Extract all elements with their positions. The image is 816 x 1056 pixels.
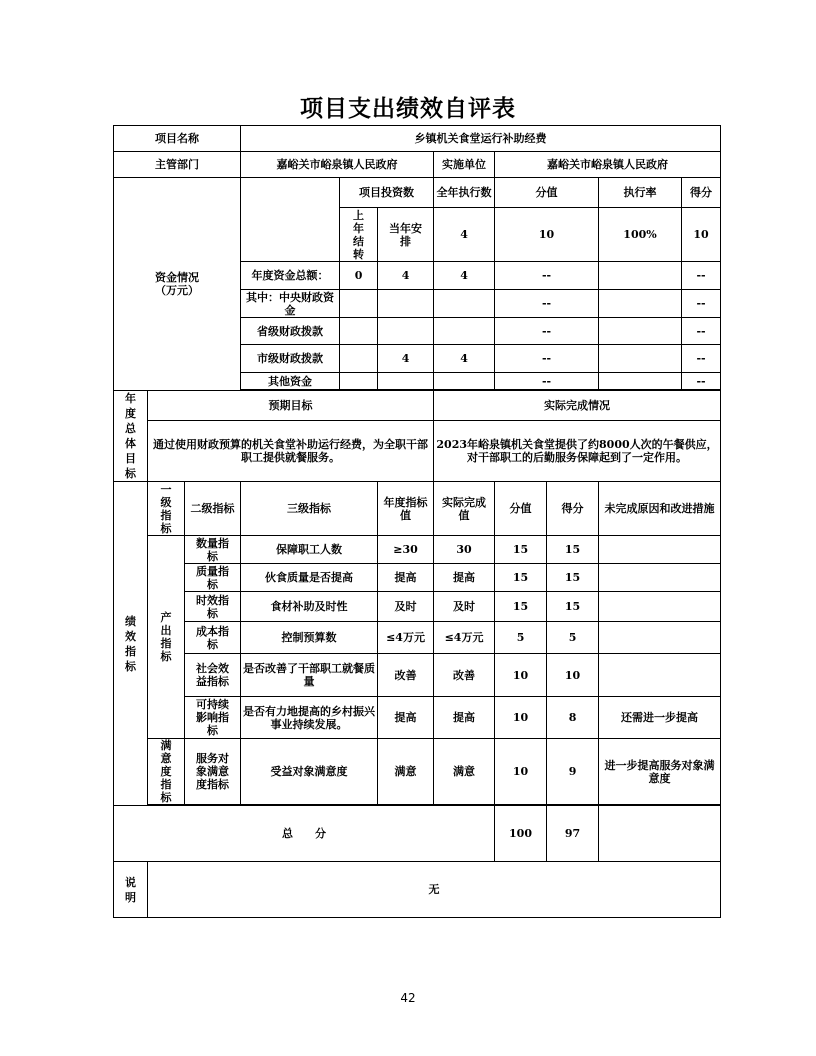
indicator-row (114, 564, 721, 592)
total-reason (599, 806, 721, 862)
actual-goal-text: 2023年峪泉镇机关食堂提供了约8000人次的午餐供应，对干部职工的后勤服务保障起到了一定作用。 (434, 420, 721, 481)
total-score: 100 (495, 806, 547, 862)
indicator-got: 8 (547, 697, 599, 739)
indicator-l3: 受益对象满意度 (241, 739, 378, 805)
planned-goal-text: 通过使用财政预算的机关食堂补助运行经费，为全职干部职工提供就餐服务。 (148, 420, 434, 481)
indicator-target: 提高 (378, 564, 434, 592)
funds-row-prev (340, 345, 378, 373)
funds-row-label: 其他资金 (241, 373, 340, 390)
dept-label: 主管部门 (114, 152, 241, 178)
col-exec: 全年执行数 (434, 178, 495, 208)
h-l3: 三级指标 (241, 482, 378, 536)
funds-label (114, 178, 241, 391)
indicator-row (114, 739, 721, 805)
dept-value: 嘉峪关市峪泉镇人民政府 (241, 152, 434, 178)
h-score: 分值 (495, 482, 547, 536)
top-rate: 100% (599, 208, 682, 262)
project-name-label: 项目名称 (114, 126, 241, 152)
indicator-actual: ≤4万元 (434, 622, 495, 654)
indicator-l3: 控制预算数 (241, 622, 378, 654)
indicator-score: 15 (495, 564, 547, 592)
funds-row-score: -- (495, 318, 599, 345)
funds-row-curr: 4 (378, 262, 434, 290)
goals-label (114, 391, 148, 482)
funds-row-prev (340, 318, 378, 345)
funds-row-score: -- (495, 262, 599, 290)
indicator-l2-text: 可持续影响指标 (196, 698, 229, 737)
indicator-score: 10 (495, 654, 547, 697)
col-got (682, 178, 721, 208)
h-got: 得分 (547, 482, 599, 536)
indicator-actual: 改善 (434, 654, 495, 697)
h-l1-text: 一级指标 (160, 482, 172, 535)
funds-row-rate (599, 262, 682, 290)
funds-label-line1: 资金情况 (155, 271, 199, 284)
funds-row-score: -- (495, 373, 599, 390)
l1-output-text: 产出指标 (160, 611, 172, 663)
funds-row-exec: 4 (434, 262, 495, 290)
funds-row-score: -- (495, 290, 599, 318)
indicator-score: 15 (495, 536, 547, 564)
goals-label-text: 年度总体目标 (125, 392, 136, 480)
note-label-text: 说明 (125, 875, 136, 904)
funds-row-label: 年度资金总额： (241, 262, 340, 290)
indicator-row (114, 592, 721, 622)
indicator-reason (599, 592, 721, 622)
actual-goal-header: 实际完成情况 (434, 391, 721, 421)
indicator-score: 15 (495, 592, 547, 622)
performance-self-evaluation-table (113, 125, 721, 918)
indicator-actual: 满意 (434, 739, 495, 805)
indicator-l2-text: 质量指标 (196, 564, 229, 591)
funds-row-got: -- (682, 318, 721, 345)
h-l2: 二级指标 (185, 482, 241, 536)
page-title: 项目支出绩效自评表 (300, 95, 516, 122)
funds-row-label: 其中：中央财政资金 (241, 290, 340, 318)
funds-row-score: -- (495, 345, 599, 373)
indicator-reason (599, 622, 721, 654)
indicator-got: 15 (547, 564, 599, 592)
sub-curr (378, 208, 434, 262)
total-label: 总 分 (114, 806, 495, 862)
indicator-l3: 保障职工人数 (241, 536, 378, 564)
indicator-reason (599, 536, 721, 564)
planned-goal-header: 预期目标 (148, 391, 434, 421)
funds-row-got: -- (682, 262, 721, 290)
col-got-text: 得分 (690, 186, 713, 199)
col-invest: 项目投资数 (340, 178, 434, 208)
h-target-text: 年度指标值 (383, 495, 428, 522)
indicator-l3: 伙食质量是否提高 (241, 564, 378, 592)
total-got: 97 (547, 806, 599, 862)
funds-row-prev: 0 (340, 262, 378, 290)
funds-corner-cell (241, 178, 340, 262)
indicator-target: 及时 (378, 592, 434, 622)
funds-row-exec: 4 (434, 345, 495, 373)
project-name: 乡镇机关食堂运行补助经费 (241, 126, 721, 152)
col-score: 分值 (495, 178, 599, 208)
indicator-got: 10 (547, 654, 599, 697)
col-rate: 执行率 (599, 178, 682, 208)
indicator-reason: 还需进一步提高 (599, 697, 721, 739)
indicator-reason (599, 654, 721, 697)
sub-curr-text: 当年安排 (389, 221, 423, 248)
indicator-reason: 进一步提高服务对象满意度 (599, 739, 721, 805)
funds-row-curr (378, 318, 434, 345)
top-got: 10 (682, 208, 721, 262)
indicator-score: 10 (495, 697, 547, 739)
indicator-l2 (185, 697, 241, 739)
indicator-actual: 提高 (434, 697, 495, 739)
funds-row-label: 市级财政拨款 (241, 345, 340, 373)
indicator-actual: 提高 (434, 564, 495, 592)
indicator-row (114, 536, 721, 564)
l1-satisfaction (148, 739, 185, 805)
indicator-l2-text: 数量指标 (196, 536, 229, 563)
funds-row-got: -- (682, 373, 721, 390)
funds-row-prev (340, 290, 378, 318)
funds-row-got: -- (682, 290, 721, 318)
indicator-row (114, 622, 721, 654)
note-value: 无 (148, 862, 721, 918)
indicator-target: 提高 (378, 697, 434, 739)
indicator-l2 (185, 622, 241, 654)
top-score: 10 (495, 208, 599, 262)
funds-row-curr (378, 290, 434, 318)
l1-satisfaction-text: 满意度指标 (160, 739, 172, 804)
sub-prev (340, 208, 378, 262)
h-l1 (148, 482, 185, 536)
indicator-row (114, 697, 721, 739)
funds-row-curr (378, 373, 434, 390)
perf-label-text: 绩效指标 (125, 614, 136, 673)
indicator-l2 (185, 739, 241, 805)
funds-label-line2: （万元） (155, 284, 199, 297)
h-target (378, 482, 434, 536)
indicator-got: 5 (547, 622, 599, 654)
funds-row-got: -- (682, 345, 721, 373)
indicator-row (114, 654, 721, 697)
funds-row-rate (599, 345, 682, 373)
indicator-l3: 食材补助及时性 (241, 592, 378, 622)
indicator-l2 (185, 654, 241, 697)
indicator-l3: 是否有力地提高的乡村振兴事业持续发展。 (241, 697, 378, 739)
indicator-l2 (185, 564, 241, 592)
funds-row-rate (599, 318, 682, 345)
funds-row-exec (434, 290, 495, 318)
funds-row-exec (434, 373, 495, 390)
indicator-l2-text: 成本指标 (196, 624, 229, 651)
indicator-got: 9 (547, 739, 599, 805)
indicator-l2 (185, 592, 241, 622)
l1-output (148, 536, 185, 739)
sub-prev-text: 上年结转 (353, 208, 365, 261)
indicator-actual: 及时 (434, 592, 495, 622)
indicator-score: 5 (495, 622, 547, 654)
indicator-got: 15 (547, 592, 599, 622)
impl-label: 实施单位 (434, 152, 495, 178)
h-reason: 未完成原因和改进措施 (599, 482, 721, 536)
page-number: 42 (400, 991, 416, 1005)
indicator-got: 15 (547, 536, 599, 564)
funds-row-rate (599, 373, 682, 390)
indicator-l2-text: 时效指标 (196, 593, 229, 620)
funds-row-exec (434, 318, 495, 345)
indicator-score: 10 (495, 739, 547, 805)
h-actual-text: 实际完成值 (442, 495, 487, 522)
funds-row-label: 省级财政拨款 (241, 318, 340, 345)
impl-value: 嘉峪关市峪泉镇人民政府 (495, 152, 721, 178)
note-label (114, 862, 148, 918)
indicator-target: 改善 (378, 654, 434, 697)
indicator-l3: 是否改善了干部职工就餐质量 (241, 654, 378, 697)
indicator-l2 (185, 536, 241, 564)
indicator-l2-text: 社会效益指标 (196, 662, 229, 688)
indicator-target: ≤4万元 (378, 622, 434, 654)
indicator-actual: 30 (434, 536, 495, 564)
top-exec: 4 (434, 208, 495, 262)
indicator-reason (599, 564, 721, 592)
indicator-l2-text: 服务对象满意度指标 (196, 752, 229, 791)
funds-row-curr: 4 (378, 345, 434, 373)
indicator-target: ≥30 (378, 536, 434, 564)
funds-row-prev (340, 373, 378, 390)
indicator-target: 满意 (378, 739, 434, 805)
h-actual (434, 482, 495, 536)
funds-row-rate (599, 290, 682, 318)
perf-label (114, 482, 148, 806)
